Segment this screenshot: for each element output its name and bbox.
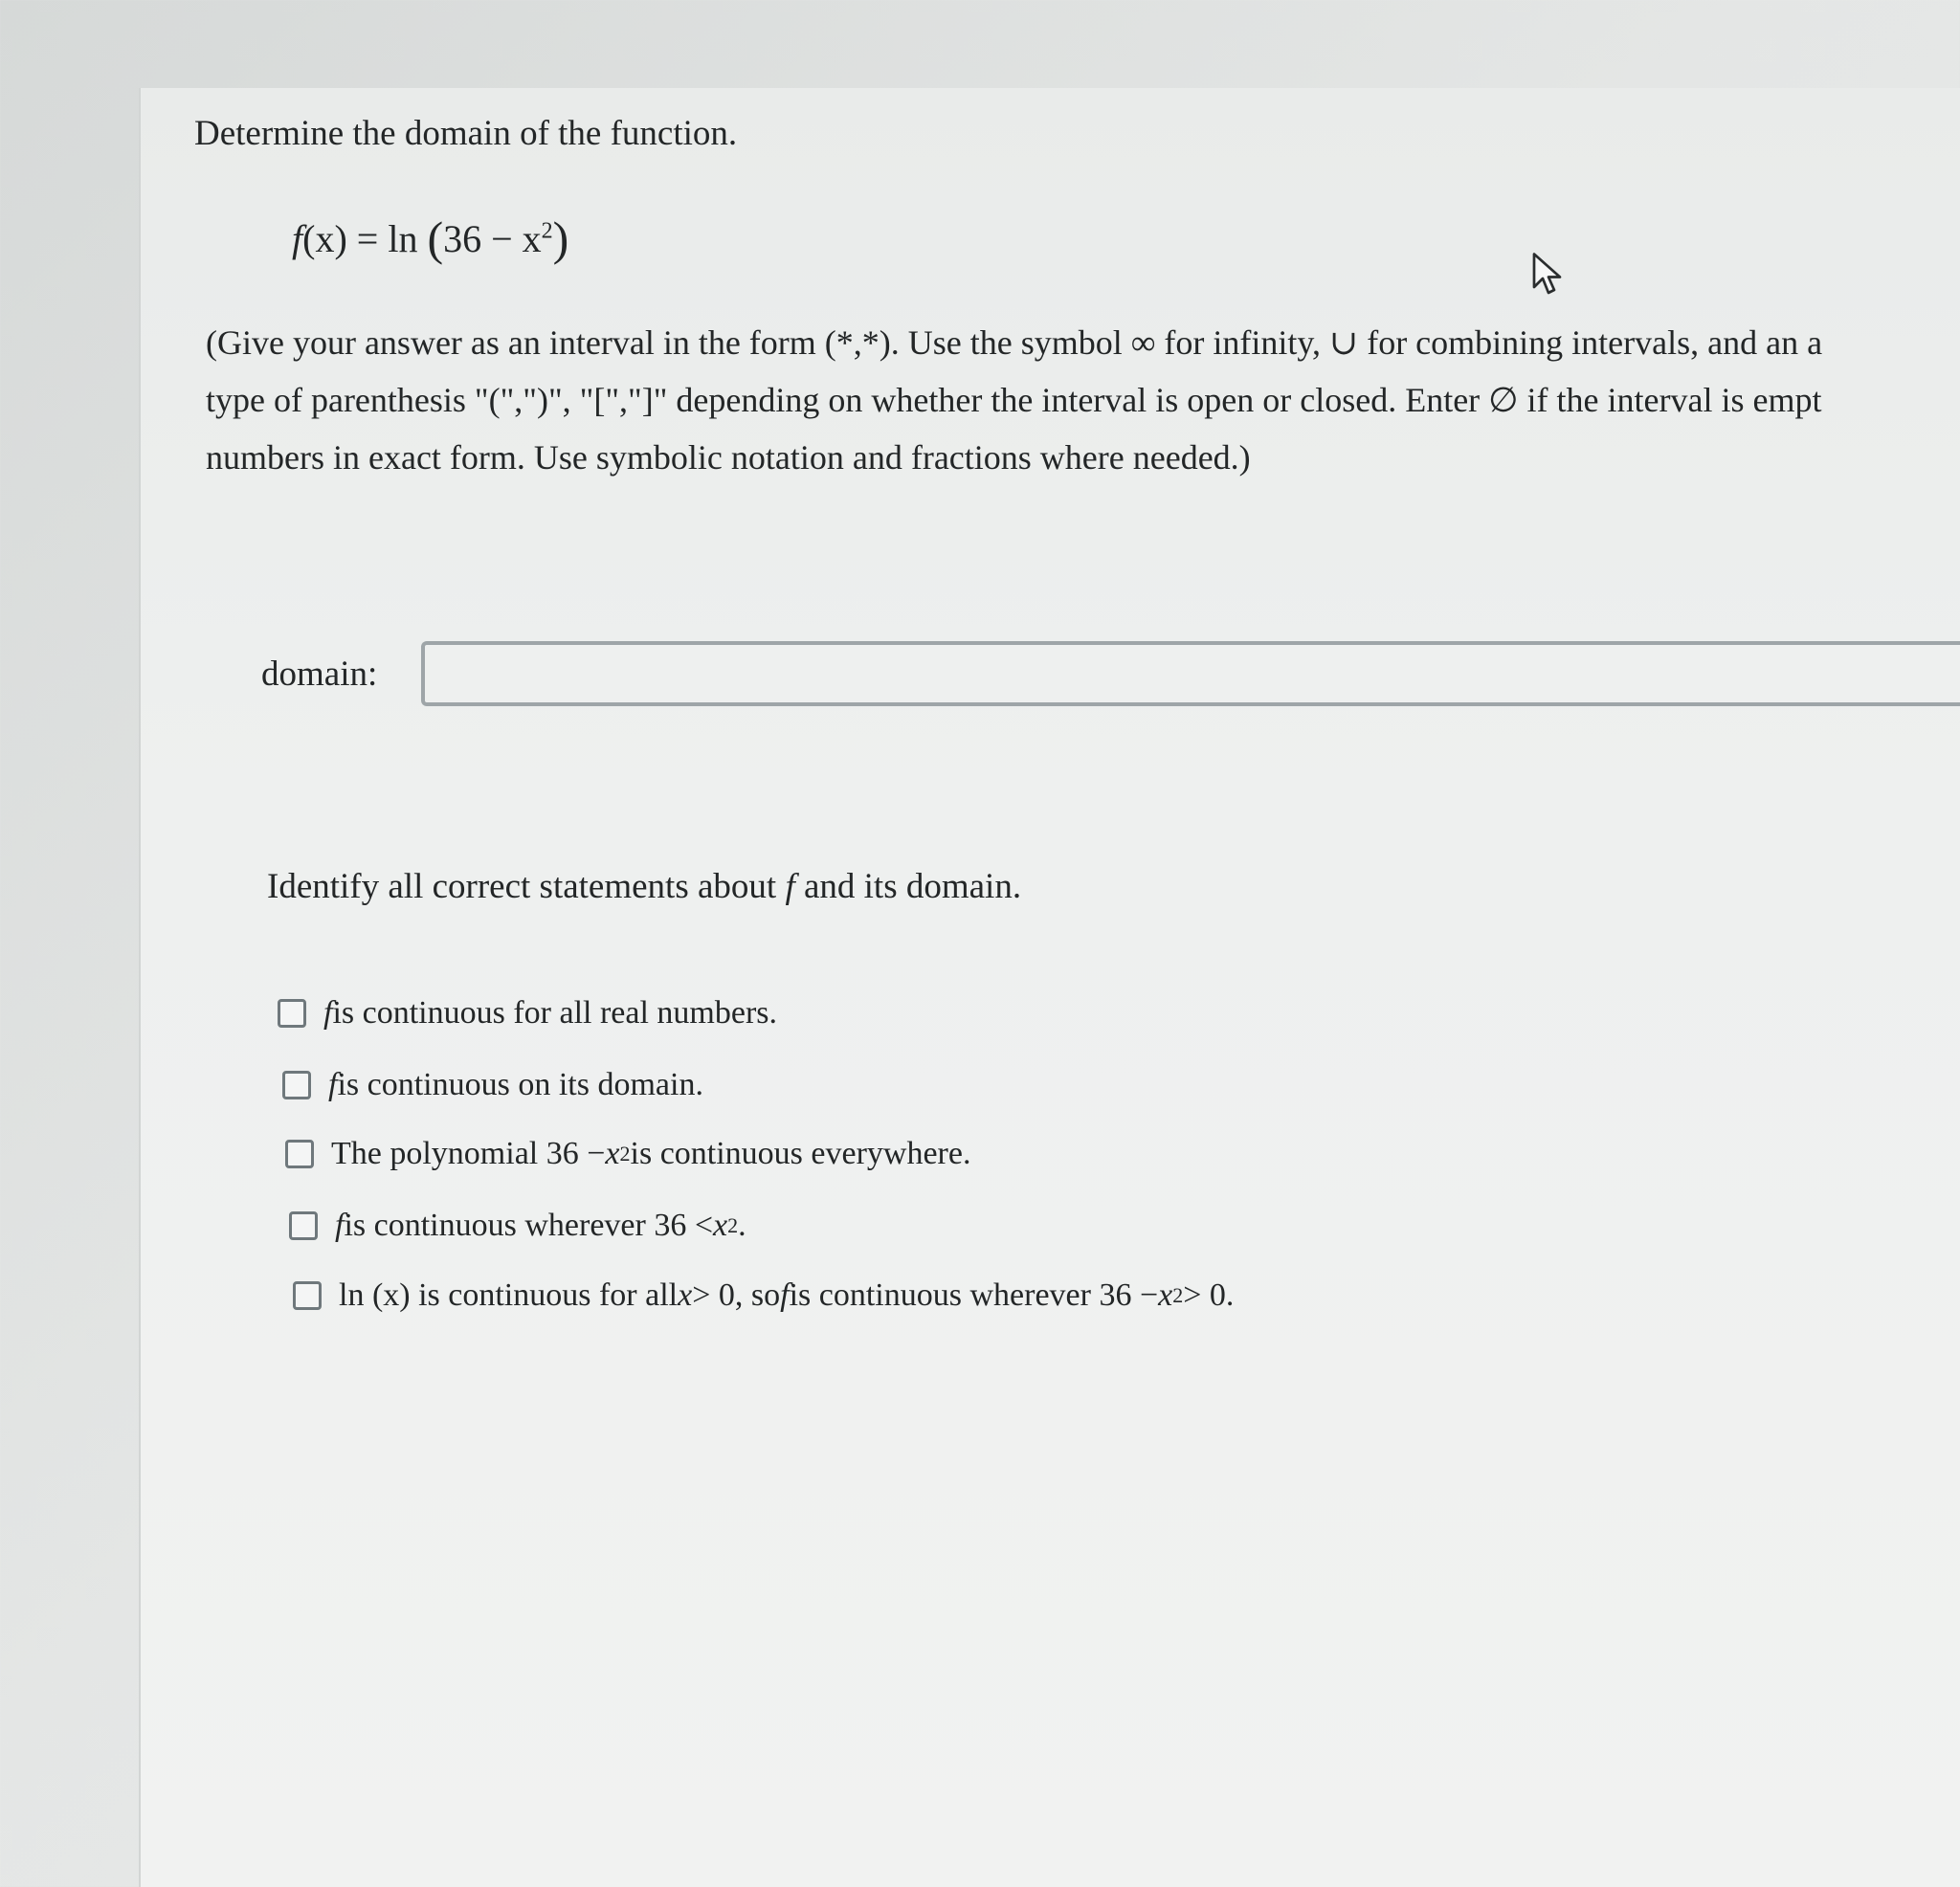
checkbox[interactable] [285,1140,314,1168]
statements-prompt-text: Identify all correct statements about [267,867,786,906]
statement-option-1[interactable] [278,995,777,1032]
option-text: f [323,995,333,1031]
option-exponent: 2 [619,1142,631,1166]
option-text: is continuous everywhere. [630,1136,971,1171]
option-text: is continuous wherever 36 − [789,1277,1159,1313]
statements-prompt [267,866,1021,907]
statement-option-3[interactable] [285,1136,970,1172]
option-exponent: 2 [1172,1283,1184,1307]
checkbox[interactable] [289,1211,318,1240]
formula-exponent: 2 [541,218,553,244]
checkbox[interactable] [278,999,306,1028]
domain-label: domain: [261,655,378,694]
instructions-line: numbers in exact form. Use symbolic notation and fractions where needed.) [206,438,1251,477]
option-text: x [605,1136,620,1171]
option-exponent: 2 [727,1213,739,1237]
option-text: f [328,1067,338,1102]
option-text: is continuous wherever 36 < [344,1208,713,1243]
option-text: x [1158,1277,1173,1313]
statement-option-5[interactable] [293,1277,1234,1314]
formula-inner: 36 − x [443,217,542,260]
mouse-pointer-icon [1531,253,1566,299]
function-name: f [292,217,303,260]
statements-prompt-f: f [785,867,795,906]
function-argument: (x) = ln [302,217,418,260]
function-formula [292,211,568,266]
domain-input[interactable] [421,641,1960,706]
option-text: > 0, so [692,1277,781,1313]
checkbox[interactable] [293,1281,322,1310]
option-text: x [713,1208,728,1243]
open-paren: ( [427,211,444,265]
option-text: is continuous on its domain. [337,1067,703,1102]
instructions-line: (Give your answer as an interval in the form (*,*). Use the symbol ∞ for infinity, ∪ for combining intervals, and an a [206,323,1823,362]
option-text: ln (x) is continuous for all [339,1277,679,1313]
answer-instructions [206,314,1822,486]
option-text: > 0. [1183,1277,1235,1313]
statement-option-4[interactable] [289,1208,746,1244]
question-prompt: Determine the domain of the function. [194,114,738,153]
option-text: is continuous for all real numbers. [332,995,778,1031]
option-text: . [738,1208,746,1243]
option-text: f [335,1208,345,1243]
checkbox[interactable] [282,1071,311,1099]
option-text: f [780,1277,790,1313]
close-paren: ) [552,211,569,265]
statement-option-2[interactable] [282,1067,703,1103]
option-text: x [678,1277,693,1313]
option-text: The polynomial 36 − [331,1136,606,1171]
statements-prompt-text-end: and its domain. [794,867,1022,906]
instructions-line: type of parenthesis "(",")", "[","]" depending on whether the interval is open or closed. Enter ∅ if the interval is empt [206,381,1822,419]
